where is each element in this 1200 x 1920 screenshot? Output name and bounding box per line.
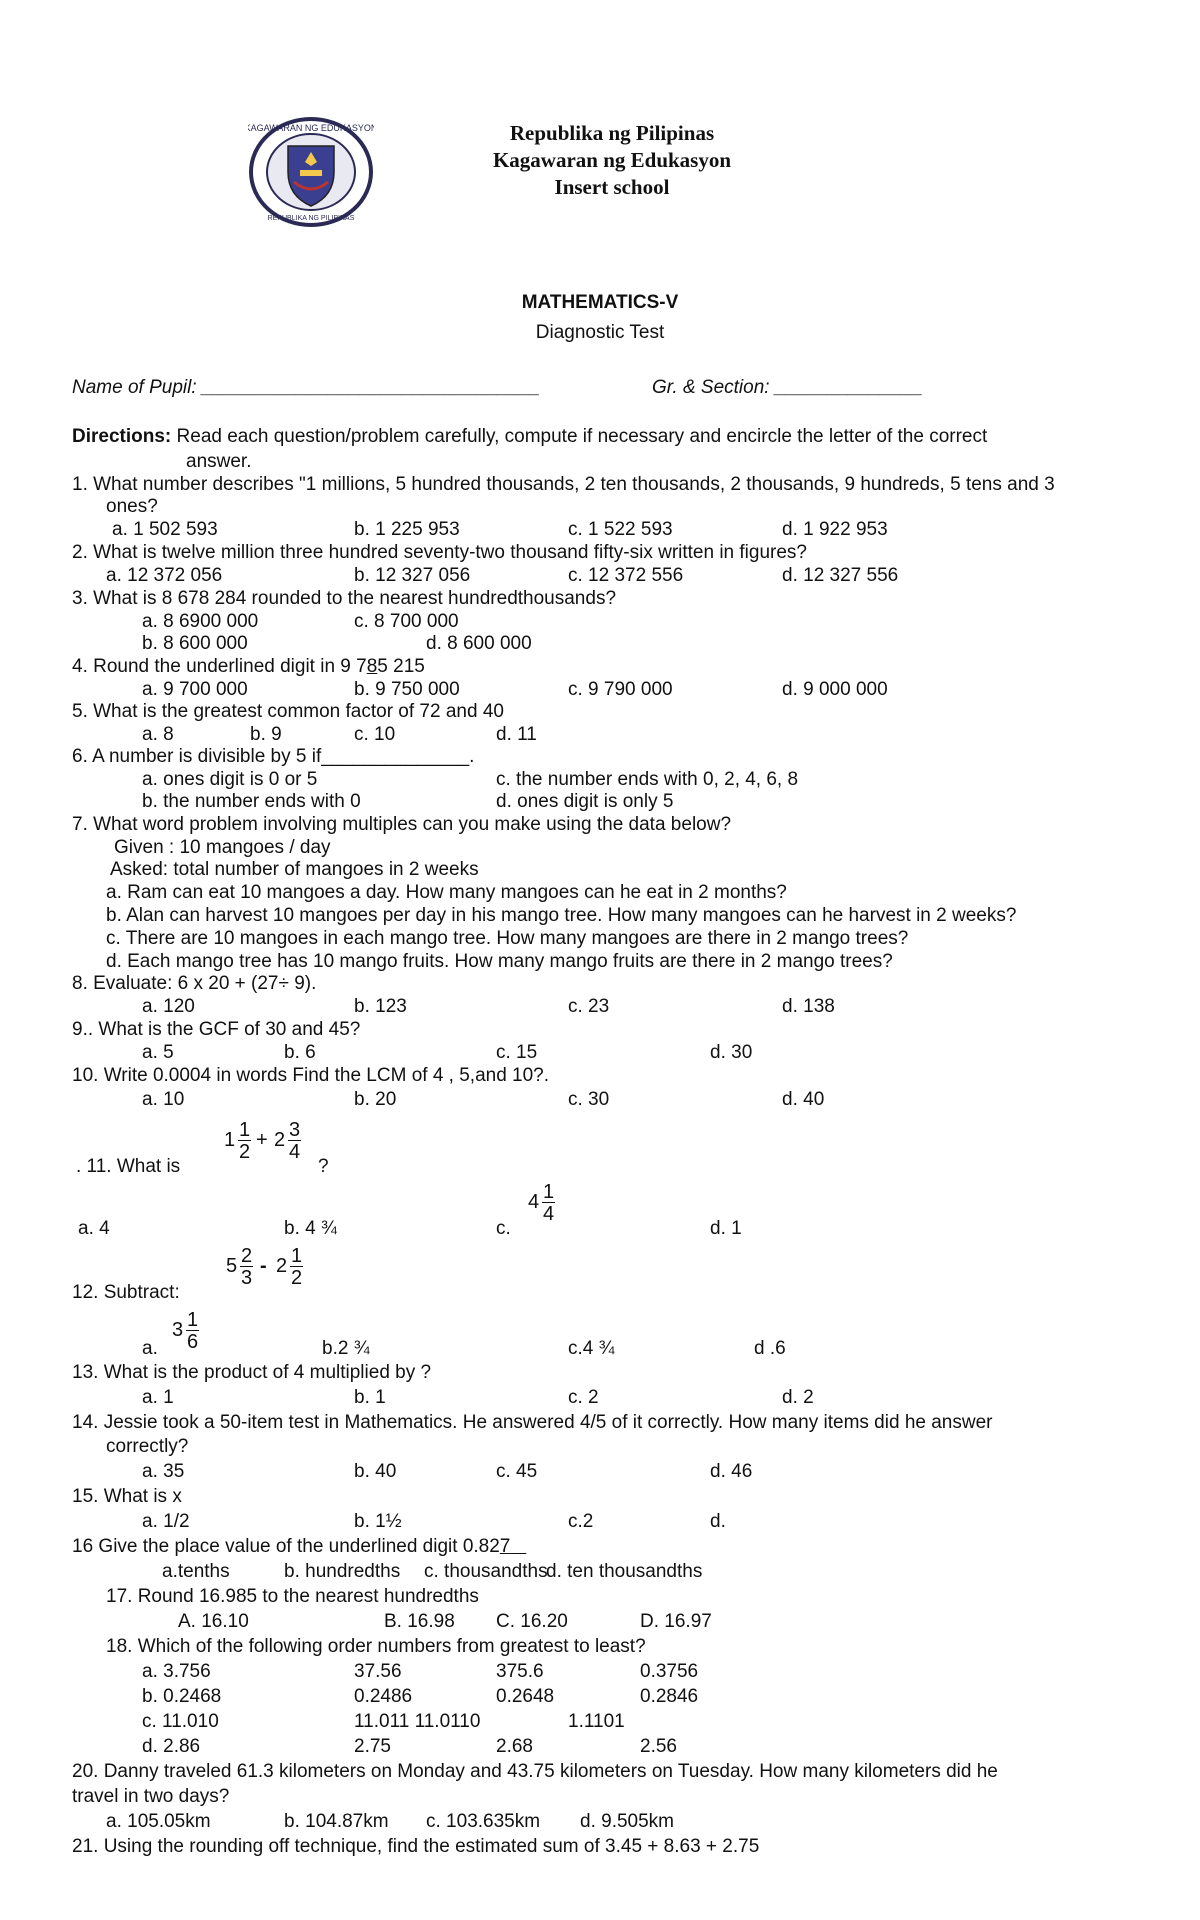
q7-option-a[interactable]: a. Ram can eat 10 mangoes a day. How many mangoes can he eat in 2 months?	[106, 882, 787, 903]
q10-option-c[interactable]: c. 30	[568, 1089, 610, 1110]
test-subtitle: Diagnostic Test	[535, 322, 665, 343]
question-16	[72, 1536, 526, 1558]
q18-b-value-2: 0.2486	[354, 1686, 413, 1707]
q4-option-c[interactable]: c. 9 790 000	[568, 679, 673, 700]
q12-minus: -	[260, 1255, 267, 1277]
q14-option-a[interactable]: a. 35	[142, 1461, 185, 1482]
q4-option-a[interactable]: a. 9 700 000	[142, 679, 248, 700]
question-11: . 11. What is	[76, 1156, 181, 1177]
q12-f1-den: 3	[241, 1267, 253, 1289]
question-6: 6. A number is divisible by 5 if______________.	[72, 746, 475, 767]
question-20: 20. Danny traveled 61.3 kilometers on Monday and 43.75 kilometers on Tuesday. How many kilometers did he	[72, 1761, 998, 1782]
q20-option-a[interactable]: a. 105.05km	[106, 1811, 211, 1832]
q12-a-whole: 3	[172, 1319, 184, 1341]
directions-text-cont: answer.	[186, 451, 252, 472]
question-3: 3. What is 8 678 284 rounded to the nearest hundredthousands?	[72, 588, 617, 609]
name-of-pupil-field[interactable]: Name of Pupil: ________________________________	[72, 377, 541, 398]
q5-option-b[interactable]: b. 9	[250, 724, 282, 745]
question-12: 12. Subtract:	[72, 1282, 180, 1303]
q9-option-a[interactable]: a. 5	[142, 1042, 174, 1063]
q4-underlined-digit: 8	[366, 656, 378, 677]
q11-option-c[interactable]: c.	[496, 1218, 511, 1239]
q18-b-value-3: 0.2648	[496, 1686, 555, 1707]
q11-c-den: 4	[543, 1203, 555, 1225]
q15-option-c[interactable]: c.2	[568, 1511, 594, 1532]
q15-option-b[interactable]: b. 1½	[354, 1511, 402, 1532]
question-15: 15. What is x	[72, 1486, 182, 1507]
q11-option-b[interactable]: b. 4 ¾	[284, 1218, 337, 1239]
q11-option-d[interactable]: d. 1	[710, 1218, 742, 1239]
q7-option-d[interactable]: d. Each mango tree has 10 mango fruits. How many mango fruits are there in 2 mango trees?	[106, 951, 893, 972]
q11-plus: +	[256, 1129, 268, 1151]
q8-option-d[interactable]: d. 138	[782, 996, 835, 1017]
question-2: 2. What is twelve million three hundred seventy-two thousand fifty-six written in figures?	[72, 542, 807, 563]
q11-c-whole: 4	[528, 1191, 540, 1213]
q6-option-d[interactable]: d. ones digit is only 5	[496, 791, 674, 812]
q10-option-d[interactable]: d. 40	[782, 1089, 825, 1110]
q12-a-num: 1	[187, 1309, 199, 1331]
q12-option-c[interactable]: c.4 ¾	[568, 1338, 615, 1359]
q11-expression	[224, 1120, 314, 1164]
question-4	[72, 656, 425, 678]
q18-option-a[interactable]: a. 3.756	[142, 1661, 211, 1682]
question-1: 1. What number describes "1 millions, 5 hundred thousands, 2 ten thousands, 2 thousands, 9 hundreds, 5 tens and 3	[72, 474, 1055, 495]
q20-option-c[interactable]: c. 103.635km	[426, 1811, 541, 1832]
q2-option-b[interactable]: b. 12 327 056	[354, 565, 471, 586]
q13-option-b[interactable]: b. 1	[354, 1387, 386, 1408]
question-8: 8. Evaluate: 6 x 20 + (27÷ 9).	[72, 973, 317, 994]
q2-option-a[interactable]: a. 12 372 056	[106, 565, 223, 586]
q13-option-c[interactable]: c. 2	[568, 1387, 599, 1408]
q16-underline-blank	[510, 1536, 526, 1557]
q11-f1-whole: 1	[224, 1129, 236, 1151]
question-20-cont: travel in two days?	[72, 1786, 230, 1807]
q5-option-d[interactable]: d. 11	[496, 724, 537, 745]
q18-option-c[interactable]: c. 11.010	[142, 1711, 219, 1732]
q4-option-b[interactable]: b. 9 750 000	[354, 679, 460, 700]
header-line-2: Kagawaran ng Edukasyon	[492, 148, 732, 172]
q11-option-c-fraction	[528, 1182, 568, 1226]
question-1-cont: ones?	[106, 496, 158, 517]
q20-option-d[interactable]: d. 9.505km	[580, 1811, 674, 1832]
q7-option-b[interactable]: b. Alan can harvest 10 mangoes per day in his mango tree. How many mangoes can he harvest in 2 weeks?	[106, 905, 1017, 926]
q15-option-d[interactable]: d.	[710, 1511, 726, 1532]
q12-expression	[226, 1246, 316, 1290]
q11-c-num: 1	[543, 1181, 555, 1203]
q18-a-value-4: 0.3756	[640, 1661, 699, 1682]
q3-option-a[interactable]: a. 8 6900 000	[142, 611, 259, 632]
q7-option-c[interactable]: c. There are 10 mangoes in each mango tree. How many mangoes are there in 2 mango trees?	[106, 928, 909, 949]
q1-option-c[interactable]: c. 1 522 593	[568, 519, 673, 540]
q12-option-d[interactable]: d .6	[754, 1338, 786, 1359]
svg-text:REPUBLIKA NG PILIPINAS: REPUBLIKA NG PILIPINAS	[267, 215, 355, 222]
q9-option-b[interactable]: b. 6	[284, 1042, 316, 1063]
q10-option-a[interactable]: a. 10	[142, 1089, 185, 1110]
question-9: 9.. What is the GCF of 30 and 45?	[72, 1019, 361, 1040]
q3-option-c[interactable]: c. 8 700 000	[354, 611, 459, 632]
q8-option-c[interactable]: c. 23	[568, 996, 610, 1017]
q7-given: Given : 10 mangoes / day	[114, 837, 331, 858]
q3-option-b[interactable]: b. 8 600 000	[142, 633, 248, 654]
q13-option-d[interactable]: d. 2	[782, 1387, 814, 1408]
question-14-cont: correctly?	[106, 1436, 189, 1457]
q12-f1-num: 2	[241, 1245, 253, 1267]
question-18: 18. Which of the following order numbers from greatest to least?	[106, 1636, 646, 1657]
q1-option-a[interactable]: a. 1 502 593	[112, 519, 218, 540]
q6-option-c[interactable]: c. the number ends with 0, 2, 4, 6, 8	[496, 769, 799, 790]
q11-f1-num: 1	[239, 1119, 251, 1141]
q11-f1-den: 2	[239, 1141, 251, 1163]
q7-asked: Asked: total number of mangoes in 2 weeks	[110, 859, 479, 880]
q9-option-c[interactable]: c. 15	[496, 1042, 538, 1063]
q18-c-value-3: 1.1101	[568, 1711, 625, 1732]
q18-d-value-2: 2.75	[354, 1736, 391, 1757]
question-14: 14. Jessie took a 50-item test in Mathematics. He answered 4/5 of it correctly. How many items did he answer	[72, 1412, 993, 1433]
q17-option-c[interactable]: C. 16.20	[496, 1611, 568, 1632]
q18-d-value-4: 2.56	[640, 1736, 677, 1757]
q16-option-b[interactable]: b. hundredths	[284, 1561, 401, 1582]
q13-option-a[interactable]: a. 1	[142, 1387, 174, 1408]
q12-option-a-fraction	[172, 1310, 212, 1354]
q11-f2-den: 4	[289, 1141, 301, 1163]
q3-option-d[interactable]: d. 8 600 000	[426, 633, 532, 654]
question-10: 10. Write 0.0004 in words Find the LCM of 4 , 5,and 10?.	[72, 1065, 550, 1086]
q18-a-value-3: 375.6	[496, 1661, 544, 1682]
q18-c-value-2: 11.011 11.0110	[354, 1711, 481, 1732]
q12-option-a[interactable]: a.	[142, 1338, 158, 1359]
q17-option-b[interactable]: B. 16.98	[384, 1611, 455, 1632]
q18-b-value-4: 0.2846	[640, 1686, 699, 1707]
header-line-1: Republika ng Pilipinas	[509, 121, 715, 145]
q20-option-b[interactable]: b. 104.87km	[284, 1811, 389, 1832]
q6-option-b[interactable]: b. the number ends with 0	[142, 791, 361, 812]
question-5: 5. What is the greatest common factor of 72 and 40	[72, 701, 504, 722]
q11-option-a[interactable]: a. 4	[78, 1218, 110, 1239]
test-title: MATHEMATICS-V	[521, 292, 679, 313]
question-21: 21. Using the rounding off technique, find the estimated sum of 3.45 + 8.63 + 2.75	[72, 1836, 760, 1857]
q16-underlined-digit: 7	[499, 1536, 511, 1557]
q5-option-a[interactable]: a. 8	[142, 724, 174, 745]
question-7: 7. What word problem involving multiples can you make using the data below?	[72, 814, 732, 835]
directions-label: Directions:	[72, 426, 172, 447]
deped-seal-logo	[248, 116, 374, 228]
question-17: 17. Round 16.985 to the nearest hundredths	[106, 1586, 479, 1607]
q1-option-d[interactable]: d. 1 922 953	[782, 519, 888, 540]
q6-option-a[interactable]: a. ones digit is 0 or 5	[142, 769, 318, 790]
q16-option-d[interactable]: d. ten thousandths	[546, 1561, 703, 1582]
q18-option-b[interactable]: b. 0.2468	[142, 1686, 222, 1707]
q12-f2-whole: 2	[276, 1255, 288, 1277]
q14-option-b[interactable]: b. 40	[354, 1461, 397, 1482]
q9-option-d[interactable]: d. 30	[710, 1042, 753, 1063]
q8-option-a[interactable]: a. 120	[142, 996, 195, 1017]
directions-text: Read each question/problem carefully, compute if necessary and encircle the letter of the correct	[176, 426, 988, 447]
q15-option-a[interactable]: a. 1/2	[142, 1511, 190, 1532]
q1-option-b[interactable]: b. 1 225 953	[354, 519, 460, 540]
q4-text-end: 5 215	[377, 656, 425, 677]
q2-option-d[interactable]: d. 12 327 556	[782, 565, 899, 586]
q8-option-b[interactable]: b. 123	[354, 996, 407, 1017]
header-line-3: Insert school	[554, 175, 670, 199]
q2-option-c[interactable]: c. 12 372 556	[568, 565, 684, 586]
q16-text: 16 Give the place value of the underlined digit 0.82	[72, 1536, 500, 1557]
directions	[72, 426, 987, 448]
q14-option-d[interactable]: d. 46	[710, 1461, 753, 1482]
q16-option-a[interactable]: a.tenths	[162, 1561, 230, 1582]
q5-option-c[interactable]: c. 10	[354, 724, 396, 745]
q14-option-c[interactable]: c. 45	[496, 1461, 538, 1482]
q12-option-b[interactable]: b.2 ¾	[322, 1338, 370, 1359]
q11-question-mark: ?	[318, 1156, 329, 1177]
q4-text: 4. Round the underlined digit in 9 7	[72, 656, 367, 677]
q18-a-value-2: 37.56	[354, 1661, 402, 1682]
q11-f2-num: 3	[289, 1119, 301, 1141]
q17-option-d[interactable]: D. 16.97	[640, 1611, 712, 1632]
grade-section-field[interactable]: Gr. & Section: ______________	[652, 377, 923, 398]
q16-option-c[interactable]: c. thousandths	[424, 1561, 548, 1582]
q12-f1-whole: 5	[226, 1255, 238, 1277]
q12-f2-den: 2	[291, 1267, 303, 1289]
svg-text:KAGAWARAN NG EDUKASYON: KAGAWARAN NG EDUKASYON	[248, 123, 374, 133]
q4-option-d[interactable]: d. 9 000 000	[782, 679, 888, 700]
q11-f2-whole: 2	[274, 1129, 286, 1151]
question-13: 13. What is the product of 4 multiplied by ?	[72, 1362, 432, 1383]
q18-d-value-3: 2.68	[496, 1736, 533, 1757]
q17-option-a[interactable]: A. 16.10	[178, 1611, 249, 1632]
q12-f2-num: 1	[291, 1245, 303, 1267]
q10-option-b[interactable]: b. 20	[354, 1089, 397, 1110]
q12-a-den: 6	[187, 1331, 199, 1353]
q18-option-d[interactable]: d. 2.86	[142, 1736, 201, 1757]
